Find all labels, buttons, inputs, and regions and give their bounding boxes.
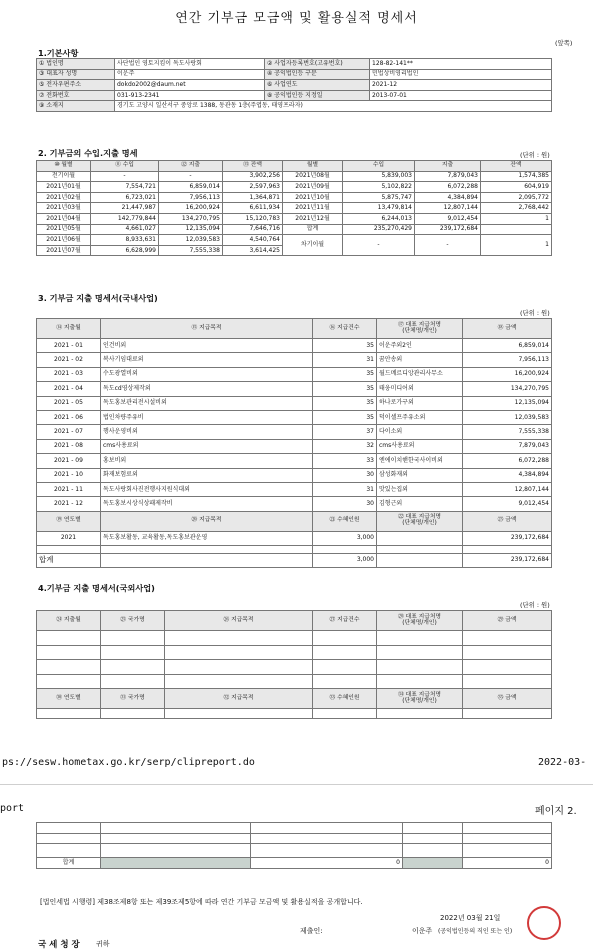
- column-header: ⑯ 지급건수: [313, 319, 377, 339]
- domestic-header-row: [37, 319, 552, 339]
- column-header: 지출: [415, 161, 481, 172]
- basic-info-row: [37, 69, 552, 80]
- month-cell: 2021 - 10: [37, 468, 101, 482]
- field-value: 2013-07-01: [370, 90, 552, 101]
- field-label: ⑤ 전자우편주소: [37, 80, 115, 91]
- column-header: ㉙ 금액: [463, 611, 552, 631]
- month-cell: 2021년06월: [37, 235, 91, 246]
- domestic-row: [37, 468, 552, 482]
- purpose-cell: 복사기임대료외: [101, 353, 313, 367]
- column-header: ⑳ 지급목적: [101, 511, 313, 531]
- income-cell: 8,933,631: [91, 235, 159, 246]
- field-label: ④ 공익법인등 구분: [265, 69, 370, 80]
- month-cell: 2021 - 11: [37, 482, 101, 496]
- column-header: ㉓ 금액: [463, 511, 552, 531]
- month-cell: 2021년07월: [37, 245, 91, 256]
- income-cell: 6,723,021: [91, 192, 159, 203]
- purpose-cell: 수도광열비외: [101, 367, 313, 381]
- submitter-name: 이운주: [412, 927, 433, 935]
- income-cell: 13,479,814: [343, 203, 415, 214]
- section3-heading: 3. 기부금 지출 명세서(국내사업): [38, 293, 158, 303]
- page2-empty-row: [37, 833, 552, 844]
- empty-cell: [101, 660, 165, 675]
- payee-cell: 월드메르디앙관리사무소: [377, 367, 463, 381]
- column-header: ㉖ 지급목적: [165, 611, 313, 631]
- field-label: ⑥ 사업연도: [265, 80, 370, 91]
- amount-cell: 12,807,144: [463, 482, 552, 496]
- count-cell: 31: [313, 482, 377, 496]
- expense-cell: 12,807,144: [415, 203, 481, 214]
- carryover-label: 차기이월: [283, 235, 343, 256]
- column-header: ⑩ 월별: [37, 161, 91, 172]
- empty-cell: [313, 645, 377, 660]
- amount-cell: 239,172,684: [463, 531, 552, 545]
- expense-cell: -: [159, 171, 223, 182]
- balance-cell: 4,540,764: [223, 235, 283, 246]
- month-cell: 2021 - 12: [37, 497, 101, 511]
- purpose-cell: 독도사랑회사진전행사지원식대외: [101, 482, 313, 496]
- side-label: (앞쪽): [555, 39, 573, 47]
- balance-cell: 15,120,783: [223, 213, 283, 224]
- yearly-row: [37, 531, 552, 545]
- column-header: 월별: [283, 161, 343, 172]
- month-cell: 2021년08월: [283, 171, 343, 182]
- count-cell: 33: [313, 454, 377, 468]
- expense-cell: 6,859,014: [159, 182, 223, 193]
- empty-cell: [101, 674, 165, 689]
- empty-cell: [37, 674, 101, 689]
- income-cell: 6,628,999: [91, 245, 159, 256]
- page2-table: [36, 822, 552, 869]
- basic-info-row: [37, 80, 552, 91]
- month-cell: 2021 - 06: [37, 410, 101, 424]
- balance-cell: 3,614,425: [223, 245, 283, 256]
- field-label: ② 사업자등록번호(고유번호): [265, 59, 370, 70]
- address-label: ⑨ 소재지: [37, 101, 115, 112]
- field-value: 이운주: [115, 69, 265, 80]
- column-header: ㉛ 국가명: [101, 689, 165, 709]
- payee-cell: 삼성화재외: [377, 468, 463, 482]
- domestic-row: [37, 482, 552, 496]
- balance-cell: 1,364,871: [223, 192, 283, 203]
- overseas-expense-table: [36, 610, 552, 719]
- month-cell: 2021년01월: [37, 182, 91, 193]
- income-row: [37, 203, 552, 214]
- recipient-suffix: 귀하: [96, 940, 110, 948]
- page-divider: [0, 784, 593, 785]
- payee-cell: 덕이셀프주유소외: [377, 410, 463, 424]
- page2-total-b: 0: [463, 858, 552, 869]
- balance-cell: 604,919: [481, 182, 552, 193]
- spacer-row: [37, 545, 552, 553]
- overseas-header-row: [37, 611, 552, 631]
- empty-cell: [165, 660, 313, 675]
- total-beneficiaries: 3,000: [313, 553, 377, 567]
- domestic-row: [37, 497, 552, 511]
- expense-cell: 6,072,288: [415, 182, 481, 193]
- empty-cell: [37, 709, 101, 719]
- recipient: 국 세 청 장: [38, 940, 80, 950]
- empty-cell: [101, 709, 165, 719]
- month-cell: 2021년10월: [283, 192, 343, 203]
- empty-cell: [463, 545, 552, 553]
- page2-total-a: 0: [251, 858, 403, 869]
- income-cell: -: [91, 171, 159, 182]
- income-expense-table: [36, 160, 552, 256]
- balance-cell: 2,768,442: [481, 203, 552, 214]
- amount-cell: 12,039,583: [463, 410, 552, 424]
- carryover-expense: -: [415, 235, 481, 256]
- income-row: [37, 192, 552, 203]
- empty-cell: [463, 645, 552, 660]
- income-row: [37, 224, 552, 235]
- purpose-cell: cms사용료외: [101, 439, 313, 453]
- empty-cell: [377, 674, 463, 689]
- page2-total-label: 합계: [37, 858, 101, 869]
- month-cell: 2021년12월: [283, 213, 343, 224]
- total-expense: 239,172,684: [415, 224, 481, 235]
- domestic-row: [37, 410, 552, 424]
- domestic-row: [37, 339, 552, 353]
- basic-info-row: [37, 90, 552, 101]
- purpose-cell: 독도홍보관리전시설비외: [101, 396, 313, 410]
- month-cell: 전기이월: [37, 171, 91, 182]
- income-row: [37, 213, 552, 224]
- income-cell: 142,779,844: [91, 213, 159, 224]
- purpose-cell: 인건비외: [101, 339, 313, 353]
- carryover-balance: 1: [481, 235, 552, 256]
- purpose-cell: 독도홍보시상식상패제작비: [101, 497, 313, 511]
- purpose-cell: 독도cd영상제작외: [101, 382, 313, 396]
- count-cell: 30: [313, 468, 377, 482]
- amount-cell: 6,859,014: [463, 339, 552, 353]
- field-value: 민법상비영리법인: [370, 69, 552, 80]
- payee-cell: cms사용료외: [377, 439, 463, 453]
- legal-notice: [법인세법 시행령] 제38조제8항 또는 제39조제5항에 따라 연간 기부금 모금액 및 활용실적을 공개합니다.: [40, 898, 363, 906]
- balance-cell: 6,611,934: [223, 203, 283, 214]
- official-seal-icon: [527, 906, 561, 940]
- field-value: 031-913-2341: [115, 90, 265, 101]
- income-cell: 6,244,013: [343, 213, 415, 224]
- balance-cell: 1,574,385: [481, 171, 552, 182]
- column-header: ⑭ 지출월: [37, 319, 101, 339]
- total-label: 합계: [283, 224, 343, 235]
- month-cell: 2021년04월: [37, 213, 91, 224]
- payee-cell: 다이소외: [377, 425, 463, 439]
- empty-cell: [313, 631, 377, 646]
- expense-cell: 9,012,454: [415, 213, 481, 224]
- section2-heading: 2. 기부금의 수입.지출 명세: [38, 148, 138, 158]
- income-row: [37, 182, 552, 193]
- income-cell: 7,554,721: [91, 182, 159, 193]
- balance-cell: 2,095,772: [481, 192, 552, 203]
- column-header: ⑲ 연도별: [37, 511, 101, 531]
- domestic-row: [37, 367, 552, 381]
- income-cell: 5,102,822: [343, 182, 415, 193]
- amount-cell: 12,135,094: [463, 396, 552, 410]
- total-income: 235,270,429: [343, 224, 415, 235]
- section1-heading: 1.기본사항: [38, 48, 79, 58]
- overseas-empty-row: [37, 631, 552, 646]
- payee-cell: 하나로가구외: [377, 396, 463, 410]
- payee-cell: 김형근외: [377, 497, 463, 511]
- income-row: [37, 235, 552, 246]
- submit-date: 2022년 03월 21일: [440, 914, 501, 922]
- unit-label: (단위 : 원): [520, 151, 550, 159]
- expense-cell: 7,956,113: [159, 192, 223, 203]
- amount-cell: 16,200,924: [463, 367, 552, 381]
- carryover-income: -: [343, 235, 415, 256]
- purpose-cell: 행사운영비외: [101, 425, 313, 439]
- empty-cell: [313, 674, 377, 689]
- empty-cell: [463, 660, 552, 675]
- domestic-yearly-header-row: [37, 511, 552, 531]
- expense-cell: 134,270,795: [159, 213, 223, 224]
- empty-cell: [165, 645, 313, 660]
- amount-cell: 9,012,454: [463, 497, 552, 511]
- field-label: ① 법인명: [37, 59, 115, 70]
- page2-empty-row: [37, 823, 552, 834]
- month-cell: 2021년05월: [37, 224, 91, 235]
- empty-cell: [37, 545, 101, 553]
- overseas-empty-row: [37, 674, 552, 689]
- field-label: ③ 대표자 성명: [37, 69, 115, 80]
- column-header: ⑮ 지급목적: [101, 319, 313, 339]
- income-cell: 21,447,987: [91, 203, 159, 214]
- count-cell: 37: [313, 425, 377, 439]
- month-cell: 2021년11월: [283, 203, 343, 214]
- expense-cell: 4,384,894: [415, 192, 481, 203]
- empty-cell: [101, 645, 165, 660]
- field-label: ⑧ 공익법인등 지정일: [265, 90, 370, 101]
- print-date: 2022-03-: [538, 757, 587, 768]
- payee-cell: 꿈안송외: [377, 353, 463, 367]
- income-header-row: [37, 161, 552, 172]
- page-title: 연간 기부금 모금액 및 활용실적 명세서: [175, 11, 418, 26]
- empty-cell: [101, 553, 313, 567]
- empty-cell: [377, 645, 463, 660]
- empty-cell: [377, 631, 463, 646]
- expense-cell: 16,200,924: [159, 203, 223, 214]
- amount-cell: 7,555,338: [463, 425, 552, 439]
- income-cell: 5,875,747: [343, 192, 415, 203]
- total-label: 합계: [37, 553, 101, 567]
- empty-cell: [165, 709, 313, 719]
- month-cell: 2021년03월: [37, 203, 91, 214]
- income-cell: 4,661,027: [91, 224, 159, 235]
- column-header: ㉑ 수혜인원: [313, 511, 377, 531]
- empty-cell: [165, 631, 313, 646]
- month-cell: 2021년09월: [283, 182, 343, 193]
- count-cell: 35: [313, 367, 377, 381]
- unit-label-3: (단위 : 원): [520, 309, 550, 317]
- expense-cell: 7,555,338: [159, 245, 223, 256]
- empty-cell: [37, 660, 101, 675]
- domestic-row: [37, 382, 552, 396]
- overseas-empty-row: [37, 645, 552, 660]
- income-cell: 5,839,003: [343, 171, 415, 182]
- basic-info-row: [37, 59, 552, 70]
- month-cell: 2021 - 02: [37, 353, 101, 367]
- purpose-cell: 홍보비외: [101, 454, 313, 468]
- column-header: ㉘ 대표 지급처명 (단체명/개인): [377, 611, 463, 631]
- page2-total-row: [37, 858, 552, 869]
- count-cell: 30: [313, 497, 377, 511]
- empty-cell: [313, 709, 377, 719]
- count-cell: 32: [313, 439, 377, 453]
- purpose-cell: 화재보험료외: [101, 468, 313, 482]
- payee-cell: 이운주외2인: [377, 339, 463, 353]
- column-header: ㉞ 대표 지급처명 (단체명/개인): [377, 689, 463, 709]
- balance-cell: 2,597,963: [223, 182, 283, 193]
- field-value: 2021-12: [370, 80, 552, 91]
- column-header: ㉔ 지출월: [37, 611, 101, 631]
- count-cell: 35: [313, 382, 377, 396]
- empty-cell: [377, 709, 463, 719]
- balance-cell: 7,646,716: [223, 224, 283, 235]
- month-cell: 2021 - 09: [37, 454, 101, 468]
- domestic-row: [37, 353, 552, 367]
- balance-cell: 1: [481, 213, 552, 224]
- domestic-expense-table: [36, 318, 552, 568]
- amount-cell: 4,384,894: [463, 468, 552, 482]
- page2-empty-row: [37, 844, 552, 858]
- amount-cell: 7,956,113: [463, 353, 552, 367]
- domestic-row: [37, 439, 552, 453]
- column-header: ㉟ 금액: [463, 689, 552, 709]
- column-header: ⑬ 잔액: [223, 161, 283, 172]
- total-balance: [481, 224, 552, 235]
- empty-cell: [377, 553, 463, 567]
- expense-cell: 12,135,094: [159, 224, 223, 235]
- amount-cell: 6,072,288: [463, 454, 552, 468]
- overseas-yearly-header-row: [37, 689, 552, 709]
- count-cell: 35: [313, 339, 377, 353]
- empty-cell: [165, 674, 313, 689]
- column-header: ㉚ 연도별: [37, 689, 101, 709]
- field-value: dokdo2002@daum.net: [115, 80, 265, 91]
- total-row: [37, 553, 552, 567]
- domestic-row: [37, 454, 552, 468]
- empty-cell: [313, 545, 377, 553]
- address-value: 경기도 고양시 일산서구 중앙로 1388, 동관동 1층(주엽동, 태영프라자): [115, 101, 552, 112]
- expense-cell: 12,039,583: [159, 235, 223, 246]
- payee-cell: 태웅미디어외: [377, 382, 463, 396]
- empty-cell: [313, 660, 377, 675]
- empty-cell: [463, 674, 552, 689]
- payee-cell: 맛있는집외: [377, 482, 463, 496]
- empty-cell: [377, 545, 463, 553]
- section4-heading: 4.기부금 지출 명세서(국외사업): [38, 583, 155, 593]
- month-cell: 2021 - 08: [37, 439, 101, 453]
- submitter-label: 제출인:: [300, 927, 323, 935]
- page-url: ps://sesw.hometax.go.kr/serp/clipreport.do: [2, 757, 255, 768]
- expense-cell: 7,879,043: [415, 171, 481, 182]
- payee-cell: [377, 531, 463, 545]
- field-value: 사단법인 영토지킴이 독도사랑회: [115, 59, 265, 70]
- field-label: ⑦ 전화번호: [37, 90, 115, 101]
- month-cell: 2021 - 05: [37, 396, 101, 410]
- month-cell: 2021 - 04: [37, 382, 101, 396]
- purpose-cell: 독도홍보활동, 교육활동,독도홍보관운영: [101, 531, 313, 545]
- submitter-role: (공익법인등의 직인 또는 인): [438, 928, 513, 935]
- empty-cell: [101, 545, 313, 553]
- column-header: 수입: [343, 161, 415, 172]
- column-header: ⑫ 지출: [159, 161, 223, 172]
- column-header: ㉕ 국가명: [101, 611, 165, 631]
- empty-cell: [101, 631, 165, 646]
- field-value: 128-82-141**: [370, 59, 552, 70]
- balance-cell: 3,902,256: [223, 171, 283, 182]
- count-cell: 35: [313, 410, 377, 424]
- year-cell: 2021: [37, 531, 101, 545]
- column-header: ⑰ 대표 지급처명 (단체명/개인): [377, 319, 463, 339]
- beneficiary-cell: 3,000: [313, 531, 377, 545]
- address-row: [37, 101, 552, 112]
- purpose-cell: 법인차량주유비: [101, 410, 313, 424]
- domestic-row: [37, 396, 552, 410]
- empty-cell: [463, 631, 552, 646]
- empty-cell: [37, 645, 101, 660]
- page2-left-label: port: [0, 803, 25, 814]
- count-cell: 31: [313, 353, 377, 367]
- domestic-row: [37, 425, 552, 439]
- month-cell: 2021년02월: [37, 192, 91, 203]
- month-cell: 2021 - 03: [37, 367, 101, 381]
- basic-info-table: [36, 58, 552, 112]
- month-cell: 2021 - 07: [37, 425, 101, 439]
- page-number: 페이지 2.: [535, 806, 577, 817]
- empty-cell: [463, 709, 552, 719]
- amount-cell: 7,879,043: [463, 439, 552, 453]
- column-header: ㉒ 대표 지급처명 (단체명/개인): [377, 511, 463, 531]
- column-header: ㉝ 수혜인원: [313, 689, 377, 709]
- overseas-empty-row: [37, 709, 552, 719]
- month-cell: 2021 - 01: [37, 339, 101, 353]
- total-amount: 239,172,684: [463, 553, 552, 567]
- count-cell: 35: [313, 396, 377, 410]
- column-header: ㉗ 지급건수: [313, 611, 377, 631]
- column-header: ⑱ 금액: [463, 319, 552, 339]
- empty-cell: [37, 631, 101, 646]
- amount-cell: 134,270,795: [463, 382, 552, 396]
- payee-cell: 엔에이치핸한국사이비외: [377, 454, 463, 468]
- column-header: 잔액: [481, 161, 552, 172]
- column-header: ⑪ 수입: [91, 161, 159, 172]
- unit-label-4: (단위 : 원): [520, 601, 550, 609]
- overseas-empty-row: [37, 660, 552, 675]
- empty-cell: [377, 660, 463, 675]
- income-row: [37, 171, 552, 182]
- column-header: ㉜ 지급목적: [165, 689, 313, 709]
